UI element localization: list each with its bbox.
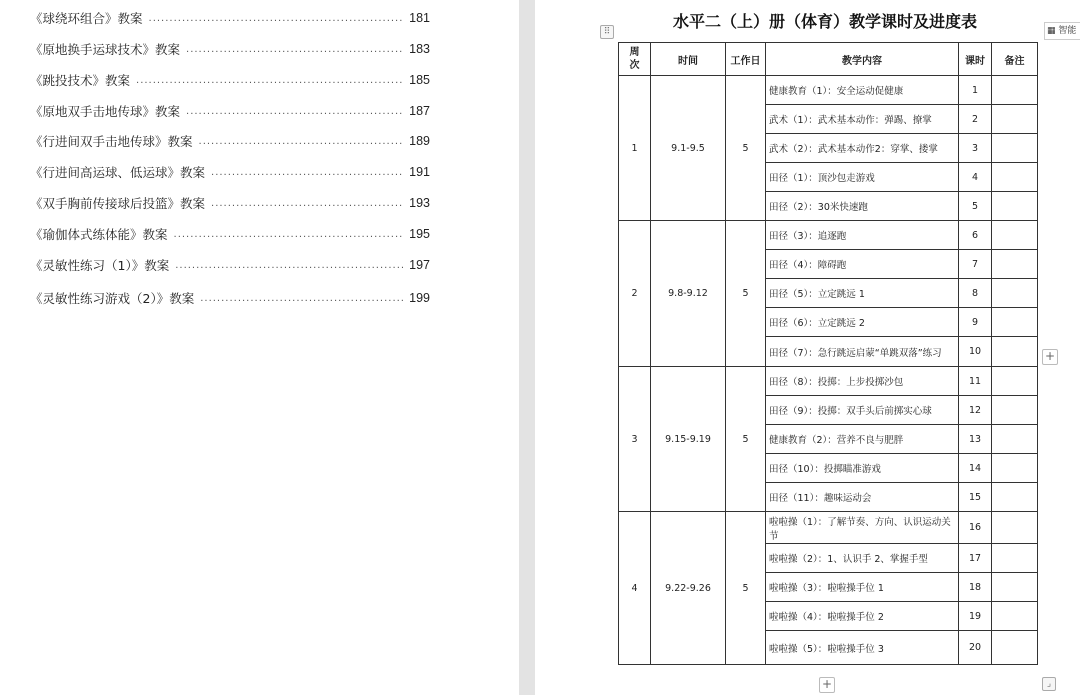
cell-content: 田径（4）：障碍跑 (766, 250, 959, 279)
toc-entry-title: 《双手胸前传接球后投篮》教案 (30, 196, 206, 211)
cell-remark (992, 163, 1038, 192)
toc-entry-title: 《灵敏性练习游戏（2）》教案 (30, 291, 195, 306)
cell-lesson: 1 (959, 76, 992, 105)
cell-remark (992, 425, 1038, 454)
cell-workdays: 5 (726, 76, 766, 221)
table-resize-handle-icon[interactable]: ⌟ (1042, 677, 1056, 691)
toc-entry-page: 181 (409, 11, 430, 25)
cell-lesson: 16 (959, 512, 992, 544)
cell-remark (992, 76, 1038, 105)
add-column-icon[interactable]: + (1042, 349, 1058, 365)
schedule-table (618, 42, 1038, 665)
cell-content: 啦啦操（3）：啦啦操手位 1 (766, 573, 959, 602)
toc-entry-title: 《跳投技术》教案 (30, 73, 131, 88)
table-row (619, 367, 1038, 396)
cell-lesson: 15 (959, 483, 992, 512)
cell-lesson: 9 (959, 308, 992, 337)
toc-leader-dots (136, 75, 403, 86)
table-header-row (619, 43, 1038, 76)
cell-content: 田径（1）：顶沙包走游戏 (766, 163, 959, 192)
page-gutter (519, 0, 535, 695)
header-content: 教学内容 (766, 43, 959, 76)
header-lesson: 课时 (959, 43, 992, 76)
cell-week: 2 (619, 221, 651, 367)
cell-week: 3 (619, 367, 651, 512)
toc-leader-dots (186, 106, 403, 117)
table-row (619, 76, 1038, 105)
cell-lesson: 2 (959, 105, 992, 134)
cell-content: 健康教育（2）：营养不良与肥胖 (766, 425, 959, 454)
cell-content: 田径（8）：投掷：上步投掷沙包 (766, 367, 959, 396)
toc-leader-dots (211, 198, 403, 209)
toc-entry-page: 197 (409, 258, 430, 272)
toc-entry[interactable] (30, 131, 430, 151)
toc-entry[interactable] (30, 162, 430, 182)
toc-leader-dots (175, 260, 403, 271)
page-title: 水平二（上）册（体育）教学课时及进度表 (672, 12, 977, 31)
cell-remark (992, 308, 1038, 337)
cell-remark (992, 337, 1038, 367)
smart-panel-label: 智能 (1058, 26, 1077, 36)
table-body (619, 76, 1038, 665)
toc-entry-page: 189 (409, 134, 430, 148)
cell-content: 武术（1）：武术基本动作：弹踢、撩掌 (766, 105, 959, 134)
cell-content: 武术（2）：武术基本动作2：穿掌、搂掌 (766, 134, 959, 163)
cell-content: 啦啦操（1）：了解节奏、方向、认识运动关节 (766, 512, 959, 544)
cell-lesson: 8 (959, 279, 992, 308)
header-remark: 备注 (992, 43, 1038, 76)
toc-entry-title: 《灵敏性练习（1）》教案 (30, 258, 170, 273)
cell-remark (992, 631, 1038, 665)
toc-entry[interactable] (30, 8, 430, 28)
toc-entry-title: 《球绕环组合》教案 (30, 11, 143, 26)
cell-time: 9.1-9.5 (651, 76, 726, 221)
toc-entry-page: 199 (409, 291, 430, 305)
cell-content: 田径（2）：30米快速跑 (766, 192, 959, 221)
toc-entry[interactable] (30, 39, 430, 59)
cell-remark (992, 483, 1038, 512)
cell-content: 健康教育（1）：安全运动促健康 (766, 76, 959, 105)
toc-entry[interactable] (30, 193, 430, 213)
smart-panel-tab[interactable] (1044, 22, 1080, 40)
cell-remark (992, 573, 1038, 602)
cell-lesson: 3 (959, 134, 992, 163)
cell-week: 4 (619, 512, 651, 665)
add-row-icon[interactable]: + (819, 677, 835, 693)
toc-entry-title: 《原地换手运球技术》教案 (30, 42, 181, 57)
toc-entry-title: 《瑜伽体式练体能》教案 (30, 227, 168, 242)
cell-remark (992, 512, 1038, 544)
toc-entry-title: 《行进间双手击地传球》教案 (30, 134, 193, 149)
cell-lesson: 14 (959, 454, 992, 483)
header-week: 周次 (619, 43, 651, 76)
cell-remark (992, 396, 1038, 425)
cell-workdays: 5 (726, 367, 766, 512)
toc-leader-dots (200, 293, 403, 304)
cell-remark (992, 192, 1038, 221)
header-workdays: 工作日 (726, 43, 766, 76)
cell-remark (992, 134, 1038, 163)
cell-remark (992, 105, 1038, 134)
cell-lesson: 19 (959, 602, 992, 631)
cell-lesson: 11 (959, 367, 992, 396)
cell-content: 田径（6）：立定跳远 2 (766, 308, 959, 337)
toc-entry-page: 187 (409, 104, 430, 118)
cell-time: 9.15-9.19 (651, 367, 726, 512)
cell-lesson: 17 (959, 544, 992, 573)
cell-content: 啦啦操（5）：啦啦操手位 3 (766, 631, 959, 665)
cell-lesson: 7 (959, 250, 992, 279)
header-time: 时间 (651, 43, 726, 76)
cell-content: 田径（7）：急行跳远启蒙“单跳双落”练习 (766, 337, 959, 367)
table-row (619, 512, 1038, 544)
toc-leader-dots (211, 167, 403, 178)
cell-lesson: 12 (959, 396, 992, 425)
cell-remark (992, 367, 1038, 396)
cell-lesson: 5 (959, 192, 992, 221)
cell-content: 田径（3）：追逐跑 (766, 221, 959, 250)
cell-lesson: 18 (959, 573, 992, 602)
toc-leader-dots (174, 229, 404, 240)
toc-entry[interactable] (30, 101, 430, 121)
cell-remark (992, 454, 1038, 483)
cell-remark (992, 221, 1038, 250)
toc-entry-page: 193 (409, 196, 430, 210)
toc-entry-page: 191 (409, 165, 430, 179)
cell-time: 9.8-9.12 (651, 221, 726, 367)
toc-entry-title: 《行进间高运球、低运球》教案 (30, 165, 206, 180)
cell-remark (992, 602, 1038, 631)
cell-time: 9.22-9.26 (651, 512, 726, 665)
cell-remark (992, 279, 1038, 308)
cell-week: 1 (619, 76, 651, 221)
cell-remark (992, 250, 1038, 279)
cell-content: 啦啦操（4）：啦啦操手位 2 (766, 602, 959, 631)
toc-entry[interactable] (30, 70, 430, 90)
cell-workdays: 5 (726, 221, 766, 367)
cell-workdays: 5 (726, 512, 766, 665)
toc-entry-title: 《原地双手击地传球》教案 (30, 104, 181, 119)
cell-lesson: 6 (959, 221, 992, 250)
cell-lesson: 20 (959, 631, 992, 665)
cell-content: 田径（5）：立定跳远 1 (766, 279, 959, 308)
cell-lesson: 10 (959, 337, 992, 367)
cell-content: 田径（11）：趣味运动会 (766, 483, 959, 512)
cell-content: 田径（9）：投掷：双手头后前掷实心球 (766, 396, 959, 425)
cell-content: 啦啦操（2）：1、认识手 2、掌握手型 (766, 544, 959, 573)
cell-lesson: 4 (959, 163, 992, 192)
cell-content: 田径（10）：投掷瞄准游戏 (766, 454, 959, 483)
toc-leader-dots (186, 44, 403, 55)
toc-leader-dots (149, 13, 404, 24)
cell-remark (992, 544, 1038, 573)
toc-entry-page: 185 (409, 73, 430, 87)
toc-entry[interactable] (30, 255, 430, 275)
toc-entry-page: 183 (409, 42, 430, 56)
table-row (619, 221, 1038, 250)
table-move-handle-icon[interactable]: ⠿ (600, 25, 614, 39)
cell-lesson: 13 (959, 425, 992, 454)
toc-entry[interactable] (30, 224, 430, 244)
toc-entry-page: 195 (409, 227, 430, 241)
toc-entry[interactable] (30, 288, 430, 308)
grid-icon: ▦ (1047, 26, 1056, 36)
toc-leader-dots (199, 136, 404, 147)
